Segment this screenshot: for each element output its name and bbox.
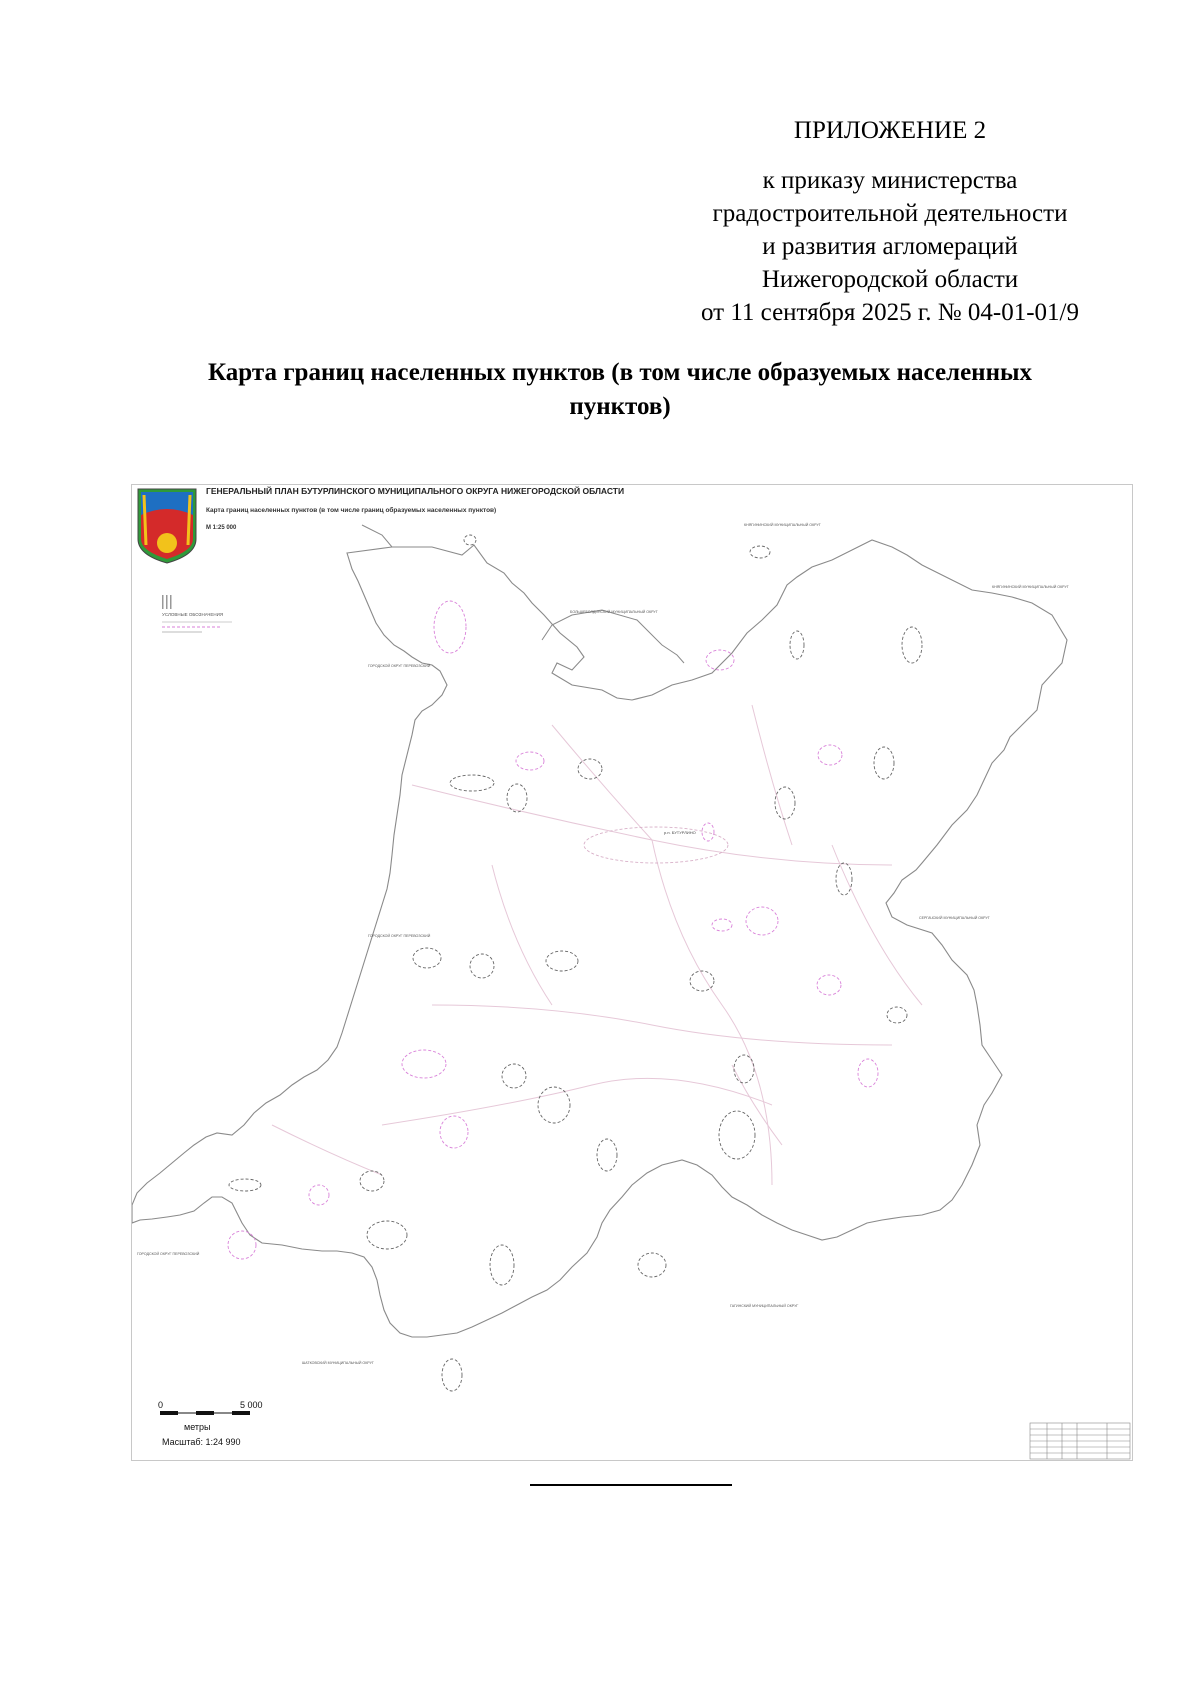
scale-ratio-label: Масштаб: 1:24 990: [162, 1437, 241, 1447]
appendix-line-2: градостроительной деятельности: [712, 200, 1068, 227]
map-frame: [131, 484, 1133, 1461]
appendix-line-4: Нижегородской области: [761, 266, 1019, 293]
scale-unit-label: метры: [184, 1422, 211, 1432]
appendix-line-5: от 11 сентября 2025 г. № 04-01-01/9: [701, 299, 1079, 326]
neighbor-label: КНЯГИНИНСКИЙ МУНИЦИПАЛЬНЫЙ ОКРУГ: [744, 523, 821, 527]
coat-of-arms: [138, 489, 196, 563]
map-subheader: Карта границ населенных пунктов (в том числе границ образуемых населенных пунктов): [206, 507, 497, 514]
document-title: [140, 356, 1100, 424]
document-title-line-2: пунктов): [569, 393, 671, 420]
map-drawing: [132, 485, 1132, 1460]
scale-start-label: 0: [158, 1400, 164, 1410]
neighbor-border-northwest: [362, 525, 392, 547]
neighbor-label: ГОРОДСКОЙ ОКРУГ ПЕРЕВОЗСКИЙ: [137, 1252, 200, 1256]
neighbor-label: ШАТКОВСКИЙ МУНИЦИПАЛЬНЫЙ ОКРУГ: [302, 1361, 374, 1365]
document-title-line-1: Карта границ населенных пунктов (в том числе образуемых населенных: [207, 359, 1033, 386]
neighbor-label: ГАГИНСКИЙ МУНИЦИПАЛЬНЫЙ ОКРУГ: [730, 1304, 799, 1308]
neighbor-label: СЕРГАЧСКИЙ МУНИЦИПАЛЬНЫЙ ОКРУГ: [919, 916, 990, 920]
map-header: ГЕНЕРАЛЬНЫЙ ПЛАН БУТУРЛИНСКОГО МУНИЦИПАЛЬНОГО ОКРУГА НИЖЕГОРОДСКОЙ ОБЛАСТИ: [206, 486, 625, 496]
appendix-title: ПРИЛОЖЕНИЕ 2: [793, 117, 987, 144]
map-scale-title: М 1:25 000: [206, 525, 237, 531]
scale-end-label: 5 000: [240, 1400, 263, 1410]
appendix-line-1: к приказу министерства: [762, 167, 1018, 194]
map-legend: [162, 595, 232, 632]
scale-bar: [158, 1400, 263, 1447]
center-settlement-label: р.п. БУТУРЛИНО: [664, 830, 696, 835]
neighbor-label: ГОРОДСКОЙ ОКРУГ ПЕРЕВОЗСКИЙ: [368, 934, 431, 938]
neighbor-label: КНЯГИНИНСКИЙ МУНИЦИПАЛЬНЫЙ ОКРУГ: [992, 585, 1069, 589]
district-boundary: [132, 540, 1067, 1337]
footer-rule: [530, 1484, 732, 1486]
title-block: [1030, 1423, 1130, 1459]
neighbor-label: БОЛЬШЕБОЛДИНСКИЙ МУНИЦИПАЛЬНЫЙ ОКРУГ: [570, 610, 658, 614]
map-legend-title: УСЛОВНЫЕ ОБОЗНАЧЕНИЯ: [162, 612, 224, 617]
appendix-line-3: и развития агломераций: [762, 233, 1018, 260]
neighbor-label: ГОРОДСКОЙ ОКРУГ ПЕРЕВОЗСКИЙ: [368, 664, 431, 668]
